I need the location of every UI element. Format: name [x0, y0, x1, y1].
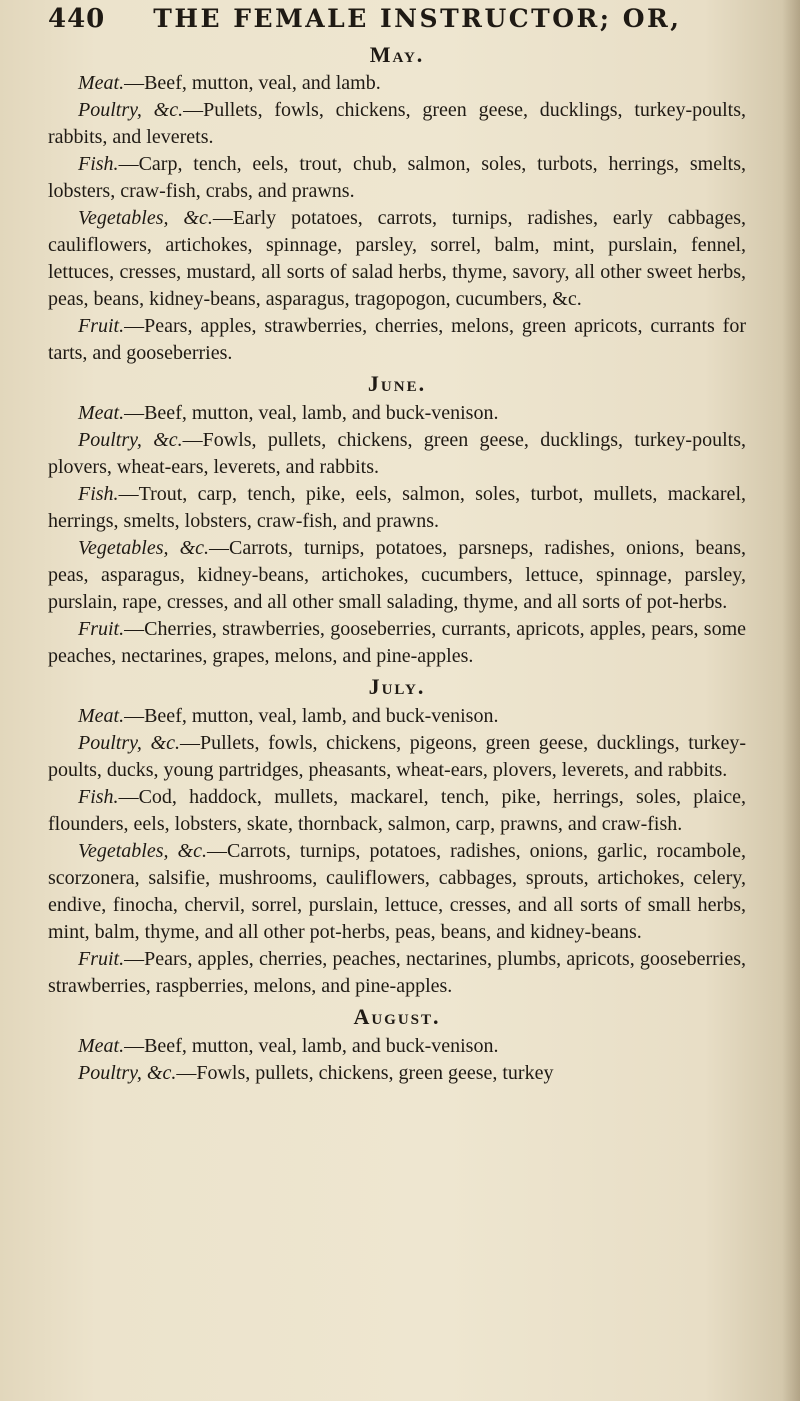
june-meat: [48, 400, 746, 427]
entry-label: Poultry, &c.: [78, 429, 183, 451]
entry-text: —Trout, carp, tench, pike, eels, salmon, soles, turbot, mullets, mackarel, herrings, smelts, lobsters, craw-fish, and prawns.: [48, 483, 746, 532]
entry-label: Fruit.: [78, 618, 125, 640]
page-header: [48, 4, 748, 44]
may-meat: [48, 70, 746, 97]
entry-text: —Fowls, pullets, chickens, green geese, ducklings, turkey-poults, plovers, wheat-ears, leverets, and rabbits.: [48, 429, 746, 478]
entry-label: Vegetables, &c.: [78, 537, 210, 559]
entry-label: Poultry, &c.: [78, 99, 184, 121]
august-meat: [48, 1033, 746, 1060]
entry-text: —Pullets, fowls, chickens, green geese, ducklings, turkey-poults, rabbits, and leverets.: [48, 99, 746, 148]
entry-text: —Beef, mutton, veal, lamb, and buck-venison.: [124, 402, 499, 424]
entry-label: Vegetables, &c.: [78, 207, 213, 229]
entry-text: —Early potatoes, carrots, turnips, radishes, early cabbages, cauliflowers, artichokes, spinnage, parsley, sorrel, balm, mint, purslain, fennel, lettuces, cresses, mustard, all sorts of salad herbs, thyme, savory, all other sweet herbs, peas, beans, kidney-beans, asparagus, tragopogon, cucumbers, &c.: [48, 207, 747, 310]
august-poultry: [48, 1060, 746, 1087]
entry-text: —Carrots, turnips, potatoes, radishes, onions, garlic, rocambole, scorzonera, salsifie, mushrooms, cauliflowers, cabbages, sprouts, artichokes, celery, endive, finocha, chervil, sorrel, purslain, lettuce, cresses, and all sorts of small herbs, mint, balm, thyme, and all other pot-herbs, peas, beans, and kidney-beans.: [48, 840, 746, 943]
entry-text: —Cod, haddock, mullets, mackarel, tench, pike, herrings, soles, plaice, flounders, eels, lobsters, skate, thornback, salmon, carp, prawns, and craw-fish.: [48, 786, 746, 835]
may-fish: [48, 151, 746, 205]
entry-text: —Cherries, strawberries, gooseberries, currants, apricots, apples, pears, some peaches, nectarines, grapes, melons, and pine-apples.: [48, 618, 746, 667]
month-heading-august: August.: [353, 1004, 441, 1029]
july-fruit: [48, 946, 746, 1000]
running-title: THE FEMALE INSTRUCTOR; OR,: [153, 4, 682, 33]
may-poultry: [48, 97, 746, 151]
entry-text: —Pears, apples, cherries, peaches, nectarines, plumbs, apricots, gooseberries, strawberries, raspberries, melons, and pine-apples.: [48, 948, 746, 997]
entry-text: —Fowls, pullets, chickens, green geese, turkey: [176, 1062, 554, 1084]
july-meat: [48, 703, 746, 730]
june-poultry: [48, 427, 746, 481]
entry-text: —Carrots, turnips, potatoes, parsneps, radishes, onions, beans, peas, asparagus, kidney-beans, artichokes, cucumbers, lettuce, spinnage, parsley, purslain, rape, cresses, and all other small salading, thyme, and all sorts of pot-herbs.: [48, 537, 746, 613]
july-poultry: [48, 730, 746, 784]
page-number: 440: [48, 4, 106, 34]
june-fish: [48, 481, 746, 535]
july-fish: [48, 784, 746, 838]
july-vegetables: [48, 838, 746, 946]
entry-label: Vegetables, &c.: [78, 840, 207, 862]
entry-label: Poultry, &c.: [78, 732, 180, 754]
may-fruit: [48, 313, 746, 367]
entry-label: Meat.: [78, 72, 125, 94]
month-heading-may: May.: [369, 42, 425, 67]
entry-label: Meat.: [78, 705, 125, 727]
may-vegetables: [48, 205, 746, 313]
entry-label: Fruit.: [78, 315, 125, 337]
entry-label: Meat.: [78, 402, 125, 424]
seasonal-provisions-text: [48, 40, 746, 1087]
entry-text: —Beef, mutton, veal, and lamb.: [124, 72, 381, 94]
entry-text: —Pullets, fowls, chickens, pigeons, green geese, ducklings, turkey-poults, ducks, young partridges, pheasants, wheat-ears, plovers, leverets, and rabbits.: [48, 732, 746, 781]
entry-label: Fruit.: [78, 948, 125, 970]
entry-text: —Beef, mutton, veal, lamb, and buck-venison.: [124, 705, 499, 727]
entry-label: Poultry, &c.: [78, 1062, 177, 1084]
entry-label: Meat.: [78, 1035, 125, 1057]
june-vegetables: [48, 535, 746, 616]
june-fruit: [48, 616, 746, 670]
entry-label: Fish.: [78, 153, 119, 175]
entry-label: Fish.: [78, 483, 119, 505]
page-edge-shadow: [782, 0, 800, 1401]
entry-label: Fish.: [78, 786, 119, 808]
entry-text: —Carp, tench, eels, trout, chub, salmon, soles, turbots, herrings, smelts, lobsters, craw-fish, crabs, and prawns.: [48, 153, 746, 202]
entry-text: —Pears, apples, strawberries, cherries, melons, green apricots, currants for tarts, and gooseberries.: [48, 315, 746, 364]
month-heading-june: June.: [367, 371, 427, 396]
month-heading-july: July.: [368, 674, 426, 699]
entry-text: —Beef, mutton, veal, lamb, and buck-venison.: [124, 1035, 499, 1057]
